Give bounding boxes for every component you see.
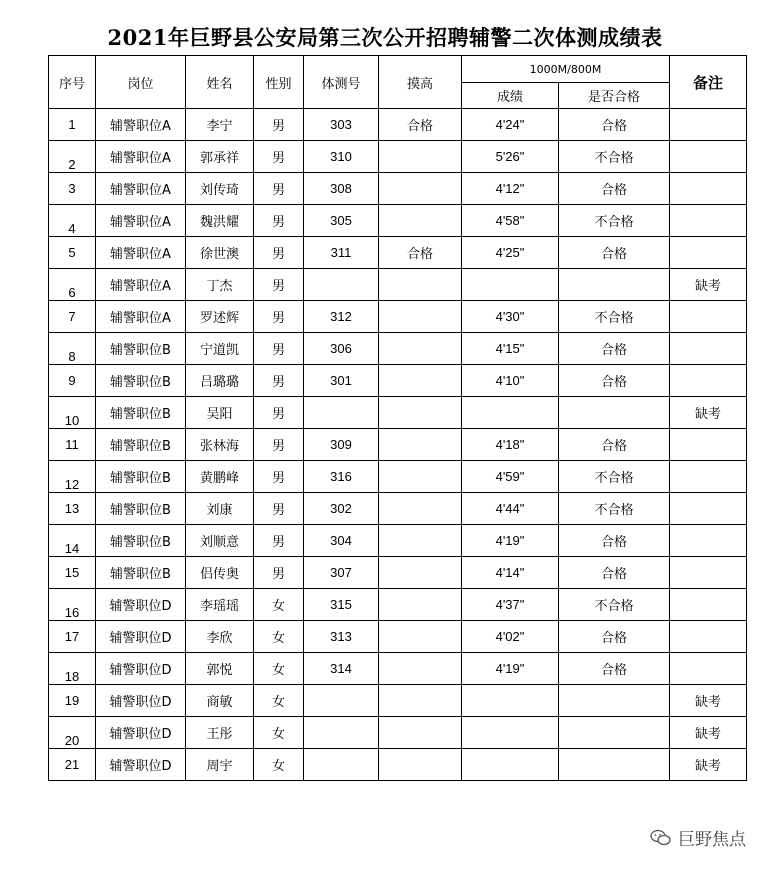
results-table — [48, 55, 747, 781]
cell-remarks: 缺考 — [670, 397, 747, 429]
table-row — [49, 365, 747, 397]
cell-no: 5 — [49, 237, 96, 269]
table-row — [49, 461, 747, 493]
cell-remarks: 缺考 — [670, 749, 747, 781]
cell-position: 辅警职位B — [96, 525, 186, 557]
cell-pass: 合格 — [559, 621, 670, 653]
cell-time — [462, 397, 559, 429]
table-row — [49, 589, 747, 621]
cell-gender: 男 — [254, 525, 304, 557]
cell-remarks — [670, 525, 747, 557]
cell-pass: 不合格 — [559, 205, 670, 237]
cell-test-no: 313 — [304, 621, 379, 653]
cell-pass — [559, 269, 670, 301]
cell-remarks: 缺考 — [670, 269, 747, 301]
cell-time: 4'25" — [462, 237, 559, 269]
cell-pass: 不合格 — [559, 589, 670, 621]
table-row — [49, 493, 747, 525]
cell-touch-high — [379, 173, 462, 205]
cell-remarks — [670, 493, 747, 525]
cell-position: 辅警职位B — [96, 429, 186, 461]
table-row — [49, 141, 747, 173]
cell-gender: 男 — [254, 141, 304, 173]
cell-position: 辅警职位B — [96, 493, 186, 525]
header-run-score: 成绩 — [462, 83, 559, 109]
table-row — [49, 717, 747, 749]
cell-no: 3 — [49, 173, 96, 205]
cell-gender: 男 — [254, 557, 304, 589]
cell-name: 李瑶瑶 — [186, 589, 254, 621]
cell-touch-high — [379, 653, 462, 685]
cell-position: 辅警职位B — [96, 333, 186, 365]
cell-pass: 合格 — [559, 557, 670, 589]
cell-touch-high — [379, 205, 462, 237]
cell-pass — [559, 397, 670, 429]
cell-test-no: 305 — [304, 205, 379, 237]
cell-no: 6 — [49, 269, 96, 301]
table-row — [49, 685, 747, 717]
cell-position: 辅警职位D — [96, 589, 186, 621]
cell-name: 宁道凯 — [186, 333, 254, 365]
cell-position: 辅警职位A — [96, 141, 186, 173]
cell-test-no — [304, 269, 379, 301]
table-row — [49, 429, 747, 461]
cell-position: 辅警职位A — [96, 109, 186, 141]
cell-time: 4'59" — [462, 461, 559, 493]
cell-name: 商敏 — [186, 685, 254, 717]
cell-pass: 不合格 — [559, 301, 670, 333]
cell-time: 4'37" — [462, 589, 559, 621]
cell-touch-high — [379, 557, 462, 589]
cell-test-no — [304, 685, 379, 717]
cell-remarks — [670, 557, 747, 589]
cell-name: 李宁 — [186, 109, 254, 141]
cell-time: 4'02" — [462, 621, 559, 653]
cell-remarks: 缺考 — [670, 685, 747, 717]
cell-touch-high — [379, 141, 462, 173]
cell-touch-high — [379, 525, 462, 557]
cell-test-no: 308 — [304, 173, 379, 205]
cell-touch-high — [379, 429, 462, 461]
cell-remarks — [670, 429, 747, 461]
header-name: 姓名 — [186, 56, 254, 109]
cell-gender: 男 — [254, 205, 304, 237]
cell-pass: 合格 — [559, 525, 670, 557]
cell-name: 魏洪耀 — [186, 205, 254, 237]
cell-gender: 男 — [254, 397, 304, 429]
cell-gender: 女 — [254, 749, 304, 781]
cell-remarks — [670, 173, 747, 205]
cell-pass: 合格 — [559, 333, 670, 365]
cell-name: 周宇 — [186, 749, 254, 781]
table-row — [49, 301, 747, 333]
cell-gender: 男 — [254, 365, 304, 397]
cell-no: 12 — [49, 461, 96, 493]
cell-no: 7 — [49, 301, 96, 333]
cell-remarks — [670, 653, 747, 685]
cell-touch-high — [379, 621, 462, 653]
header-run: 1000M/800M — [462, 56, 670, 83]
cell-name: 刘传琦 — [186, 173, 254, 205]
cell-no: 15 — [49, 557, 96, 589]
cell-touch-high — [379, 589, 462, 621]
cell-name: 罗述辉 — [186, 301, 254, 333]
cell-touch-high: 合格 — [379, 237, 462, 269]
cell-remarks — [670, 365, 747, 397]
cell-remarks — [670, 589, 747, 621]
cell-position: 辅警职位A — [96, 173, 186, 205]
cell-pass: 合格 — [559, 365, 670, 397]
cell-test-no: 309 — [304, 429, 379, 461]
cell-test-no: 304 — [304, 525, 379, 557]
cell-pass: 合格 — [559, 653, 670, 685]
cell-name: 刘康 — [186, 493, 254, 525]
table-row — [49, 749, 747, 781]
table-row — [49, 205, 747, 237]
cell-time: 4'44" — [462, 493, 559, 525]
header-gender: 性别 — [254, 56, 304, 109]
cell-test-no: 302 — [304, 493, 379, 525]
table-row — [49, 333, 747, 365]
cell-test-no: 303 — [304, 109, 379, 141]
cell-test-no: 306 — [304, 333, 379, 365]
cell-name: 王彤 — [186, 717, 254, 749]
table-row — [49, 653, 747, 685]
cell-no: 8 — [49, 333, 96, 365]
cell-name: 吴阳 — [186, 397, 254, 429]
cell-touch-high — [379, 749, 462, 781]
cell-gender: 男 — [254, 333, 304, 365]
cell-remarks — [670, 461, 747, 493]
cell-touch-high: 合格 — [379, 109, 462, 141]
cell-pass: 不合格 — [559, 461, 670, 493]
cell-time: 4'14" — [462, 557, 559, 589]
cell-no: 16 — [49, 589, 96, 621]
table-row — [49, 237, 747, 269]
cell-time: 4'12" — [462, 173, 559, 205]
cell-position: 辅警职位D — [96, 621, 186, 653]
cell-position: 辅警职位A — [96, 237, 186, 269]
cell-test-no — [304, 749, 379, 781]
cell-time: 4'24" — [462, 109, 559, 141]
cell-name: 丁杰 — [186, 269, 254, 301]
cell-time: 4'15" — [462, 333, 559, 365]
cell-touch-high — [379, 333, 462, 365]
cell-time: 4'18" — [462, 429, 559, 461]
cell-remarks — [670, 109, 747, 141]
cell-name: 黄鹏峰 — [186, 461, 254, 493]
cell-no: 10 — [49, 397, 96, 429]
cell-pass — [559, 685, 670, 717]
table-row — [49, 109, 747, 141]
cell-test-no: 307 — [304, 557, 379, 589]
cell-position: 辅警职位D — [96, 685, 186, 717]
cell-time: 4'30" — [462, 301, 559, 333]
cell-no: 4 — [49, 205, 96, 237]
cell-test-no — [304, 397, 379, 429]
cell-pass: 不合格 — [559, 493, 670, 525]
cell-gender: 女 — [254, 589, 304, 621]
cell-name: 李欣 — [186, 621, 254, 653]
cell-gender: 女 — [254, 717, 304, 749]
cell-touch-high — [379, 493, 462, 525]
cell-position: 辅警职位D — [96, 749, 186, 781]
page-title: 2021年巨野县公安局第三次公开招聘辅警二次体测成绩表 — [107, 25, 663, 50]
cell-position: 辅警职位A — [96, 301, 186, 333]
cell-time: 5'26" — [462, 141, 559, 173]
cell-position: 辅警职位D — [96, 717, 186, 749]
cell-no: 14 — [49, 525, 96, 557]
cell-remarks — [670, 301, 747, 333]
cell-pass: 合格 — [559, 237, 670, 269]
cell-pass: 合格 — [559, 109, 670, 141]
cell-gender: 男 — [254, 301, 304, 333]
cell-name: 吕璐璐 — [186, 365, 254, 397]
cell-test-no: 301 — [304, 365, 379, 397]
watermark — [650, 825, 746, 850]
cell-test-no: 316 — [304, 461, 379, 493]
cell-touch-high — [379, 717, 462, 749]
header-touch-high: 摸高 — [379, 56, 462, 109]
header-no: 序号 — [49, 56, 96, 109]
cell-remarks: 缺考 — [670, 717, 747, 749]
cell-time: 4'10" — [462, 365, 559, 397]
header-run-pass: 是否合格 — [559, 83, 670, 109]
cell-no: 9 — [49, 365, 96, 397]
cell-position: 辅警职位D — [96, 653, 186, 685]
cell-pass — [559, 749, 670, 781]
cell-no: 13 — [49, 493, 96, 525]
cell-no: 21 — [49, 749, 96, 781]
cell-no: 11 — [49, 429, 96, 461]
cell-no: 19 — [49, 685, 96, 717]
cell-test-no: 310 — [304, 141, 379, 173]
cell-gender: 女 — [254, 685, 304, 717]
header-remarks: 备注 — [670, 56, 747, 109]
cell-gender: 男 — [254, 237, 304, 269]
cell-name: 徐世澳 — [186, 237, 254, 269]
cell-position: 辅警职位A — [96, 269, 186, 301]
cell-touch-high — [379, 461, 462, 493]
cell-no: 17 — [49, 621, 96, 653]
wechat-icon — [650, 829, 672, 847]
cell-remarks — [670, 333, 747, 365]
cell-time: 4'19" — [462, 525, 559, 557]
cell-no: 1 — [49, 109, 96, 141]
cell-position: 辅警职位B — [96, 397, 186, 429]
cell-position: 辅警职位B — [96, 461, 186, 493]
table-row — [49, 269, 747, 301]
cell-gender: 男 — [254, 429, 304, 461]
table-row — [49, 173, 747, 205]
cell-time — [462, 269, 559, 301]
cell-no: 18 — [49, 653, 96, 685]
cell-name: 侣传奥 — [186, 557, 254, 589]
cell-touch-high — [379, 269, 462, 301]
cell-remarks — [670, 237, 747, 269]
cell-time: 4'58" — [462, 205, 559, 237]
cell-no: 20 — [49, 717, 96, 749]
table-row — [49, 621, 747, 653]
table-row — [49, 397, 747, 429]
cell-gender: 男 — [254, 269, 304, 301]
cell-test-no: 311 — [304, 237, 379, 269]
cell-name: 张林海 — [186, 429, 254, 461]
cell-time: 4'19" — [462, 653, 559, 685]
cell-time — [462, 685, 559, 717]
table-row — [49, 525, 747, 557]
header-test-no: 体测号 — [304, 56, 379, 109]
cell-test-no: 314 — [304, 653, 379, 685]
cell-gender: 男 — [254, 493, 304, 525]
cell-pass: 不合格 — [559, 141, 670, 173]
table-header-row — [49, 56, 747, 83]
cell-remarks — [670, 621, 747, 653]
cell-touch-high — [379, 365, 462, 397]
cell-gender: 女 — [254, 653, 304, 685]
cell-position: 辅警职位B — [96, 365, 186, 397]
cell-time — [462, 749, 559, 781]
cell-name: 郭悦 — [186, 653, 254, 685]
cell-pass — [559, 717, 670, 749]
cell-pass: 合格 — [559, 429, 670, 461]
cell-name: 刘顺意 — [186, 525, 254, 557]
table-row — [49, 557, 747, 589]
cell-gender: 男 — [254, 461, 304, 493]
watermark-text: 巨野焦点 — [678, 830, 746, 850]
cell-time — [462, 717, 559, 749]
cell-no: 2 — [49, 141, 96, 173]
cell-name: 郭承祥 — [186, 141, 254, 173]
cell-touch-high — [379, 397, 462, 429]
cell-gender: 男 — [254, 109, 304, 141]
cell-pass: 合格 — [559, 173, 670, 205]
cell-test-no: 315 — [304, 589, 379, 621]
cell-remarks — [670, 205, 747, 237]
cell-test-no: 312 — [304, 301, 379, 333]
cell-position: 辅警职位B — [96, 557, 186, 589]
cell-remarks — [670, 141, 747, 173]
cell-position: 辅警职位A — [96, 205, 186, 237]
cell-touch-high — [379, 685, 462, 717]
cell-test-no — [304, 717, 379, 749]
cell-gender: 女 — [254, 621, 304, 653]
cell-touch-high — [379, 301, 462, 333]
cell-gender: 男 — [254, 173, 304, 205]
header-position: 岗位 — [96, 56, 186, 109]
